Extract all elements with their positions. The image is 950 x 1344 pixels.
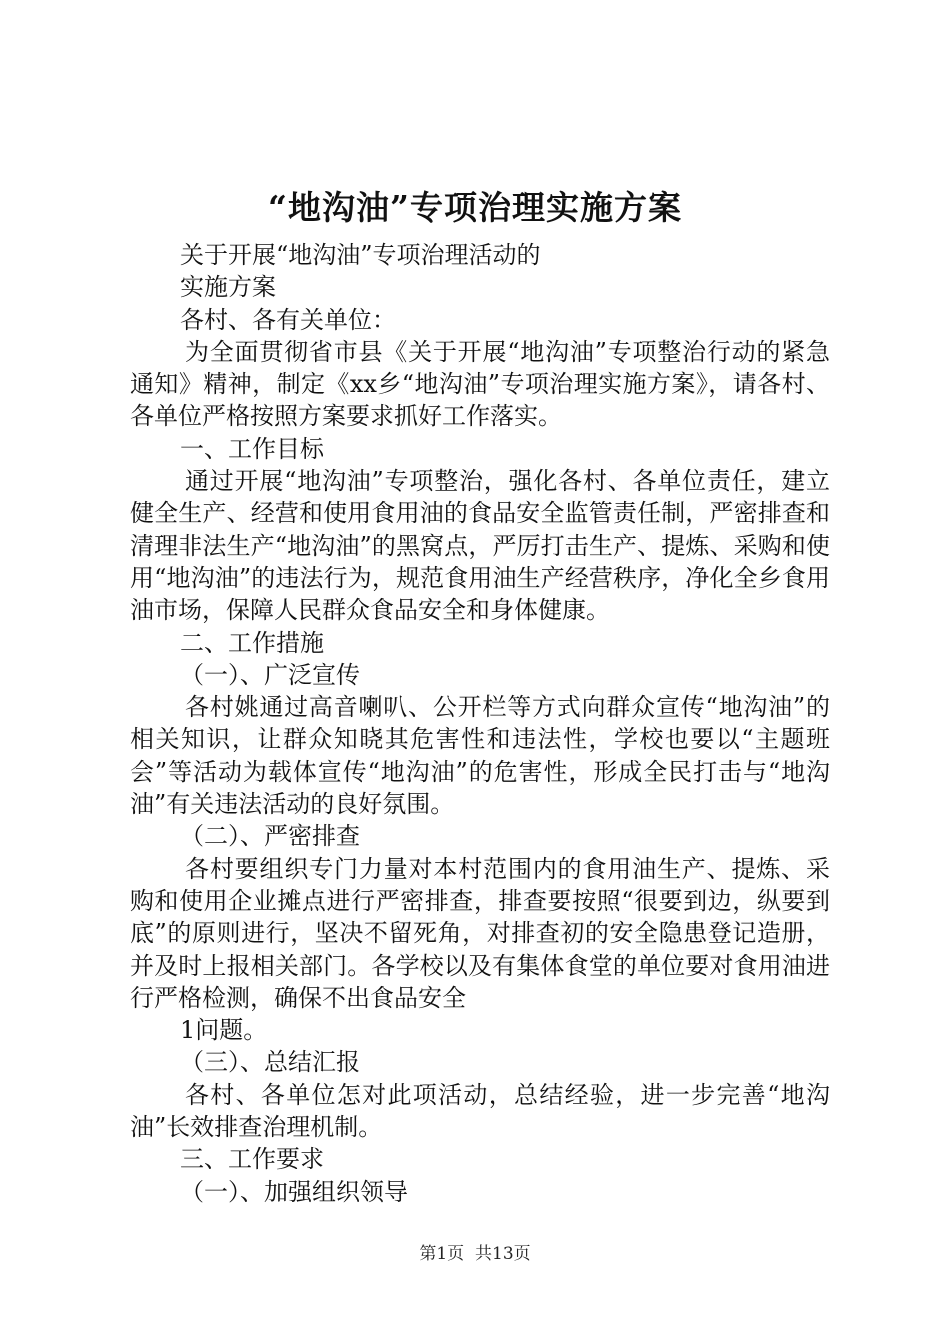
page-number: 第1页: [419, 1244, 465, 1264]
page-total: 共13页: [475, 1244, 531, 1264]
summary-paragraph: 各村、各单位怎对此项活动，总结经验，进一步完善“地沟油”长效排查治理机制。: [130, 1080, 830, 1142]
section-heading-requirements: 三、工作要求: [180, 1145, 324, 1174]
subheading-publicity: （一）、广泛宣传: [180, 660, 360, 689]
subheading-summary: （三）、总结汇报: [180, 1048, 360, 1077]
inspection-paragraph-tail: 1问题。: [180, 1016, 268, 1045]
subheading-leadership: （一）、加强组织领导: [180, 1177, 408, 1206]
page-footer: [0, 1243, 950, 1265]
document-body: [130, 239, 830, 1208]
document-title: “地沟油”专项治理实施方案: [268, 188, 682, 227]
salutation: 各村、各有关单位：: [180, 305, 396, 334]
intro-paragraph: 为全面贯彻省市县《关于开展“地沟油”专项整治行动的紧急通知》精神，制定《xx乡“地沟油”专项治理实施方案》，请各村、各单位严格按照方案要求抓好工作落实。: [130, 337, 830, 431]
section-heading-measures: 二、工作措施: [180, 628, 324, 657]
publicity-paragraph: 各村姚通过高音喇叭、公开栏等方式向群众宣传“地沟油”的相关知识，让群众知晓其危害性和违法性，学校也要以“主题班会”等活动为载体宣传“地沟油”的危害性，形成全民打击与“地沟油”有关违法活动的良好氛围。: [130, 693, 830, 819]
inspection-paragraph: 各村要组织专门力量对本村范围内的食用油生产、提炼、采购和使用企业摊点进行严密排查，排查要按照“很要到边，纵要到底”的原则进行，坚决不留死角，对排查初的安全隐患登记造册，并及时上报相关部门。各学校以及有集体食堂的单位要对食用油进行严格检测，确保不出食品安全: [130, 854, 830, 1012]
subtitle-line-2: 实施方案: [180, 273, 276, 302]
subheading-inspection: （二）、严密排查: [180, 822, 360, 851]
subtitle-line-1: 关于开展“地沟油”专项治理活动的: [180, 241, 541, 269]
section-heading-goals: 一、工作目标: [180, 434, 324, 463]
goals-paragraph: 通过开展“地沟油”专项整治，强化各村、各单位责任，建立健全生产、经营和使用食用油的食品安全监管责任制，严密排查和清理非法生产“地沟油”的黑窝点，严厉打击生产、提炼、采购和使用“地沟油”的违法行为，规范食用油生产经营秩序，净化全乡食用油市场，保障人民群众食品安全和身体健康。: [130, 467, 830, 625]
